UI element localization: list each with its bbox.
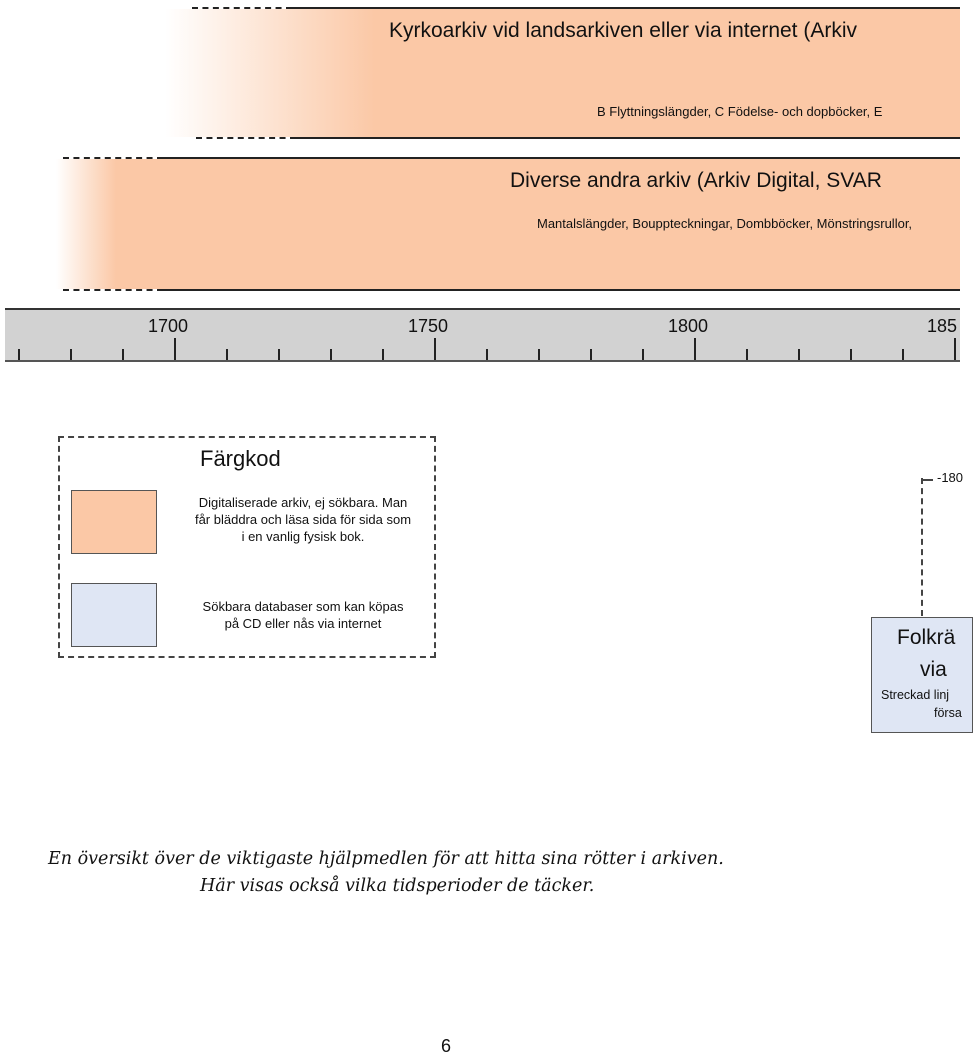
- folk-title: Folkrä: [897, 626, 956, 649]
- diverse-bottom-dash: [63, 289, 163, 291]
- timeline-tick: [746, 349, 748, 360]
- timeline-axis: [5, 308, 960, 362]
- caption-line-2: Här visas också vilka tidsperioder de täcker.: [200, 876, 595, 896]
- timeline-tick: [694, 338, 696, 360]
- timeline-tick: [798, 349, 800, 360]
- timeline-tick: [642, 349, 644, 360]
- diverse-bottom-line: [161, 289, 960, 291]
- year-1850: 185: [927, 316, 958, 336]
- timeline-tick: [122, 349, 124, 360]
- folk-forsa: försa: [934, 706, 962, 720]
- color-legend: [58, 436, 436, 658]
- folk-via: via: [920, 658, 947, 681]
- year-1700: 1700: [148, 316, 189, 336]
- legend-swatch-digitized: [71, 490, 157, 554]
- timeline-tick: [486, 349, 488, 360]
- kyrko-bottom-dash: [196, 137, 296, 139]
- kyrkoarkiv-bar: [165, 9, 960, 137]
- timeline-tick: [590, 349, 592, 360]
- folk-dashed-connector: [921, 478, 923, 616]
- timeline-tick: [18, 349, 20, 360]
- legend-text-searchable: [178, 598, 428, 632]
- timeline-tick: [70, 349, 72, 360]
- kyrko-bottom-line: [294, 137, 960, 139]
- timeline-tick: [226, 349, 228, 360]
- legend-line: Digitaliserade arkiv, ej sökbara. Man: [198, 495, 408, 510]
- diverse-title: Diverse andra arkiv (Arkiv Digital, SVAR: [510, 169, 882, 192]
- legend-line: i en vanlig fysisk bok.: [241, 529, 365, 544]
- legend-swatch-searchable: [71, 583, 157, 647]
- kyrkoarkiv-title: Kyrkoarkiv vid landsarkiven eller via internet (Arkiv: [389, 19, 857, 42]
- timeline-tick: [850, 349, 852, 360]
- timeline-tick: [382, 349, 384, 360]
- year-1800: 1800: [668, 316, 709, 336]
- page-number: 6: [441, 1036, 452, 1056]
- folk-streck: Streckad linj: [881, 688, 950, 702]
- folk-year-label: -180: [937, 470, 964, 485]
- diverse-subtitle: Mantalslängder, Bouppteckningar, Dombböcker, Mönstringsrullor,: [537, 216, 913, 231]
- caption-line-1: En översikt över de viktigaste hjälpmedlen för att hitta sina rötter i arkiven.: [48, 849, 724, 869]
- diverse-arkiv-bar: [56, 159, 960, 289]
- timeline-tick: [434, 338, 436, 360]
- legend-text-digitized: [178, 494, 428, 545]
- timeline-tick: [278, 349, 280, 360]
- timeline-tick: [330, 349, 332, 360]
- kyrkoarkiv-subtitle: B Flyttningslängder, C Födelse- och dopböcker, E: [597, 104, 883, 119]
- legend-line: får bläddra och läsa sida för sida som: [194, 512, 412, 527]
- timeline-tick: [174, 338, 176, 360]
- timeline-tick: [954, 338, 956, 360]
- legend-title: Färgkod: [200, 446, 281, 471]
- legend-line: Sökbara databaser som kan köpas: [202, 599, 404, 614]
- timeline-tick: [902, 349, 904, 360]
- year-1750: 1750: [408, 316, 449, 336]
- folkrakning-box: [871, 617, 973, 733]
- timeline-tick: [538, 349, 540, 360]
- legend-line: på CD eller nås via internet: [224, 616, 382, 631]
